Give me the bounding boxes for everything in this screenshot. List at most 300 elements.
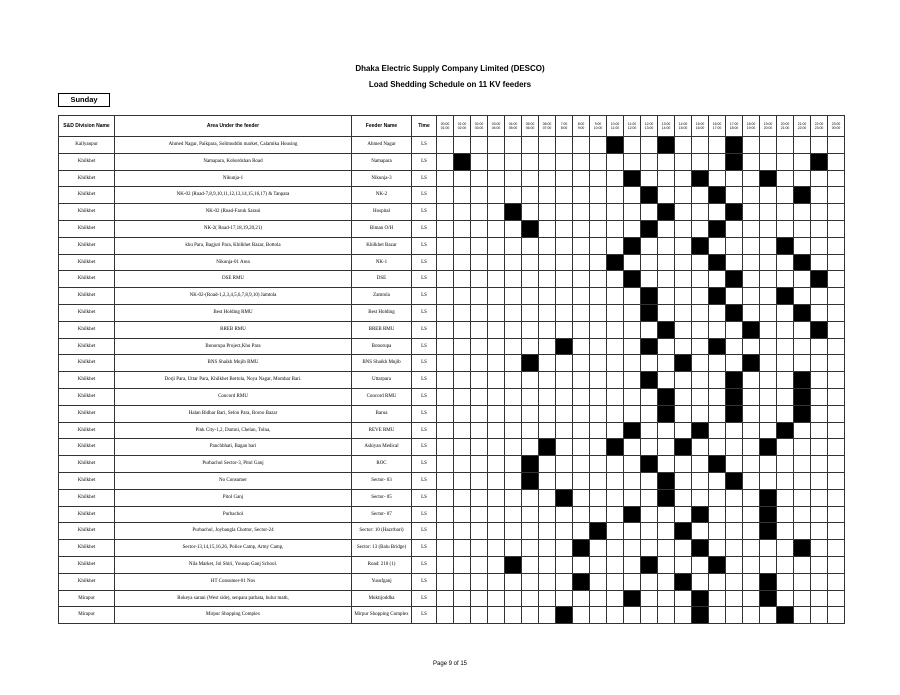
feeder-cell: Ashiyan Medical (352, 439, 412, 456)
empty-slot (692, 355, 709, 372)
shedding-slot (522, 220, 539, 237)
empty-slot (590, 304, 607, 321)
shedding-slot (573, 540, 590, 557)
empty-slot (488, 388, 505, 405)
division-cell: Khilkhet (59, 355, 115, 372)
table-row (59, 153, 845, 170)
empty-slot (828, 355, 845, 372)
shedding-slot (522, 472, 539, 489)
empty-slot (471, 338, 488, 355)
feeder-cell: Namapara (352, 153, 412, 170)
empty-slot (760, 137, 777, 154)
empty-slot (437, 540, 454, 557)
empty-slot (607, 321, 624, 338)
empty-slot (811, 220, 828, 237)
empty-slot (471, 607, 488, 624)
empty-slot (675, 304, 692, 321)
shedding-slot (590, 523, 607, 540)
empty-slot (590, 422, 607, 439)
empty-slot (743, 590, 760, 607)
empty-slot (760, 204, 777, 221)
empty-slot (590, 355, 607, 372)
empty-slot (556, 170, 573, 187)
empty-slot (692, 405, 709, 422)
empty-slot (488, 489, 505, 506)
shedding-slot (556, 489, 573, 506)
empty-slot (590, 439, 607, 456)
feeder-cell: Road: 210 (1) (352, 556, 412, 573)
empty-slot (811, 540, 828, 557)
empty-slot (726, 170, 743, 187)
empty-slot (709, 204, 726, 221)
empty-slot (811, 422, 828, 439)
slot-start: 17:00 (729, 121, 739, 126)
empty-slot (709, 540, 726, 557)
empty-slot (692, 456, 709, 473)
empty-slot (437, 439, 454, 456)
empty-slot (641, 170, 658, 187)
feeder-cell: Zamtola (352, 288, 412, 305)
shedding-slot (794, 372, 811, 389)
empty-slot (794, 607, 811, 624)
time-cell: LS (412, 355, 437, 372)
empty-slot (488, 556, 505, 573)
empty-slot (522, 338, 539, 355)
empty-slot (556, 506, 573, 523)
empty-slot (641, 237, 658, 254)
feeder-cell: Best Holding (352, 304, 412, 321)
empty-slot (522, 556, 539, 573)
empty-slot (556, 288, 573, 305)
empty-slot (777, 590, 794, 607)
empty-slot (811, 170, 828, 187)
empty-slot (726, 439, 743, 456)
shedding-slot (777, 607, 794, 624)
empty-slot (828, 439, 845, 456)
empty-slot (641, 590, 658, 607)
empty-slot (539, 388, 556, 405)
empty-slot (641, 405, 658, 422)
empty-slot (675, 372, 692, 389)
shedding-slot (573, 573, 590, 590)
empty-slot (675, 472, 692, 489)
empty-slot (726, 590, 743, 607)
empty-slot (811, 237, 828, 254)
empty-slot (641, 321, 658, 338)
empty-slot (641, 472, 658, 489)
empty-slot (743, 556, 760, 573)
empty-slot (658, 153, 675, 170)
shedding-slot (641, 288, 658, 305)
empty-slot (743, 237, 760, 254)
table-row (59, 237, 845, 254)
empty-slot (726, 254, 743, 271)
time-cell: LS (412, 422, 437, 439)
shedding-slot (692, 590, 709, 607)
empty-slot (658, 590, 675, 607)
area-cell: Halan Bidhar Bari, Selon Para, Boroo Bazar (115, 405, 352, 422)
empty-slot (811, 607, 828, 624)
empty-slot (760, 388, 777, 405)
table-row (59, 439, 845, 456)
shedding-slot (641, 304, 658, 321)
feeder-cell: Uttarpara (352, 372, 412, 389)
empty-slot (811, 405, 828, 422)
slot-end: 02:00 (457, 126, 467, 130)
empty-slot (743, 137, 760, 154)
empty-slot (471, 271, 488, 288)
empty-slot (573, 304, 590, 321)
empty-slot (556, 304, 573, 321)
empty-slot (505, 573, 522, 590)
empty-slot (811, 456, 828, 473)
time-slot-header (675, 116, 692, 137)
empty-slot (505, 321, 522, 338)
empty-slot (624, 254, 641, 271)
empty-slot (709, 137, 726, 154)
empty-slot (590, 556, 607, 573)
empty-slot (522, 187, 539, 204)
empty-slot (437, 237, 454, 254)
empty-slot (743, 472, 760, 489)
empty-slot (505, 153, 522, 170)
table-row (59, 271, 845, 288)
table-row (59, 607, 845, 624)
time-cell: LS (412, 472, 437, 489)
table-row (59, 204, 845, 221)
empty-slot (828, 607, 845, 624)
empty-slot (556, 187, 573, 204)
time-cell: LS (412, 170, 437, 187)
shedding-slot (709, 254, 726, 271)
table-row (59, 388, 845, 405)
shedding-slot (658, 489, 675, 506)
empty-slot (726, 556, 743, 573)
empty-slot (488, 439, 505, 456)
empty-slot (760, 187, 777, 204)
shedding-slot (794, 405, 811, 422)
empty-slot (709, 304, 726, 321)
slot-start: 12:00 (644, 121, 654, 126)
empty-slot (471, 573, 488, 590)
empty-slot (471, 422, 488, 439)
empty-slot (539, 607, 556, 624)
empty-slot (658, 456, 675, 473)
empty-slot (573, 422, 590, 439)
empty-slot (794, 489, 811, 506)
empty-slot (590, 405, 607, 422)
shedding-slot (760, 506, 777, 523)
empty-slot (794, 355, 811, 372)
time-slot-header (777, 116, 794, 137)
empty-slot (522, 204, 539, 221)
empty-slot (743, 220, 760, 237)
empty-slot (811, 137, 828, 154)
empty-slot (828, 573, 845, 590)
empty-slot (828, 204, 845, 221)
division-cell: Khilkhet (59, 388, 115, 405)
time-cell: LS (412, 607, 437, 624)
empty-slot (624, 338, 641, 355)
empty-slot (454, 439, 471, 456)
empty-slot (573, 338, 590, 355)
empty-slot (590, 187, 607, 204)
empty-slot (607, 456, 624, 473)
empty-slot (573, 405, 590, 422)
empty-slot (556, 271, 573, 288)
slot-start: 7:00 (560, 121, 568, 126)
empty-slot (692, 489, 709, 506)
empty-slot (828, 590, 845, 607)
empty-slot (777, 254, 794, 271)
empty-slot (556, 137, 573, 154)
feeder-cell: Biman O/H (352, 220, 412, 237)
empty-slot (794, 590, 811, 607)
day-label: Sunday (58, 93, 110, 107)
empty-slot (828, 489, 845, 506)
empty-slot (522, 590, 539, 607)
empty-slot (641, 506, 658, 523)
time-cell: LS (412, 456, 437, 473)
feeder-cell: NK-2 (352, 187, 412, 204)
empty-slot (437, 472, 454, 489)
empty-slot (488, 540, 505, 557)
empty-slot (590, 220, 607, 237)
empty-slot (641, 489, 658, 506)
division-cell: Khilkhet (59, 187, 115, 204)
empty-slot (794, 271, 811, 288)
empty-slot (658, 338, 675, 355)
empty-slot (760, 220, 777, 237)
division-cell: Khilkhet (59, 472, 115, 489)
empty-slot (607, 489, 624, 506)
slot-end: 11:00 (610, 126, 620, 130)
empty-slot (828, 187, 845, 204)
empty-slot (556, 456, 573, 473)
feeder-cell: ROC (352, 456, 412, 473)
empty-slot (675, 204, 692, 221)
empty-slot (709, 321, 726, 338)
time-slot-header (828, 116, 845, 137)
empty-slot (760, 321, 777, 338)
load-shedding-table (58, 115, 845, 624)
empty-slot (794, 137, 811, 154)
empty-slot (505, 237, 522, 254)
empty-slot (437, 405, 454, 422)
feeder-cell: Sector- 05 (352, 489, 412, 506)
empty-slot (573, 204, 590, 221)
empty-slot (539, 540, 556, 557)
empty-slot (760, 422, 777, 439)
empty-slot (607, 187, 624, 204)
shedding-slot (641, 338, 658, 355)
empty-slot (590, 237, 607, 254)
shedding-slot (726, 153, 743, 170)
empty-slot (760, 405, 777, 422)
table-row (59, 540, 845, 557)
empty-slot (760, 338, 777, 355)
empty-slot (437, 489, 454, 506)
empty-slot (454, 456, 471, 473)
shedding-slot (726, 271, 743, 288)
empty-slot (726, 187, 743, 204)
empty-slot (590, 607, 607, 624)
shedding-slot (777, 288, 794, 305)
empty-slot (522, 321, 539, 338)
empty-slot (471, 456, 488, 473)
empty-slot (743, 271, 760, 288)
empty-slot (505, 439, 522, 456)
empty-slot (471, 237, 488, 254)
empty-slot (607, 607, 624, 624)
time-cell: LS (412, 271, 437, 288)
empty-slot (454, 187, 471, 204)
area-cell: Sector-13,14,15,16,26, Police Camp, Army Camp, (115, 540, 352, 557)
empty-slot (522, 271, 539, 288)
empty-slot (607, 170, 624, 187)
shedding-slot (624, 422, 641, 439)
time-cell: LS (412, 405, 437, 422)
empty-slot (437, 573, 454, 590)
empty-slot (709, 590, 726, 607)
empty-slot (505, 472, 522, 489)
empty-slot (777, 439, 794, 456)
empty-slot (828, 170, 845, 187)
division-cell: Khilkhet (59, 422, 115, 439)
slot-start: 04:00 (508, 121, 518, 126)
empty-slot (607, 220, 624, 237)
division-cell: Khilkhet (59, 237, 115, 254)
empty-slot (471, 523, 488, 540)
time-cell: LS (412, 220, 437, 237)
empty-slot (437, 388, 454, 405)
empty-slot (777, 523, 794, 540)
empty-slot (641, 271, 658, 288)
empty-slot (590, 573, 607, 590)
empty-slot (760, 472, 777, 489)
empty-slot (556, 573, 573, 590)
empty-slot (454, 288, 471, 305)
empty-slot (726, 422, 743, 439)
empty-slot (760, 271, 777, 288)
empty-slot (624, 321, 641, 338)
empty-slot (556, 422, 573, 439)
time-cell: LS (412, 237, 437, 254)
empty-slot (590, 271, 607, 288)
empty-slot (471, 556, 488, 573)
empty-slot (607, 422, 624, 439)
table-row (59, 506, 845, 523)
empty-slot (471, 355, 488, 372)
empty-slot (539, 321, 556, 338)
empty-slot (811, 372, 828, 389)
time-slot-header (726, 116, 743, 137)
empty-slot (573, 321, 590, 338)
empty-slot (522, 254, 539, 271)
empty-slot (471, 540, 488, 557)
division-cell: Khilkhet (59, 321, 115, 338)
empty-slot (573, 506, 590, 523)
area-cell: Mirpur Shopping Complex (115, 607, 352, 624)
table-row (59, 288, 845, 305)
empty-slot (590, 388, 607, 405)
empty-slot (488, 607, 505, 624)
empty-slot (743, 573, 760, 590)
area-cell: Bonorupa Project,Khu Para (115, 338, 352, 355)
empty-slot (743, 254, 760, 271)
time-cell: LS (412, 288, 437, 305)
shedding-slot (760, 489, 777, 506)
slot-end: 05:00 (508, 126, 518, 130)
time-slot-header (658, 116, 675, 137)
empty-slot (573, 187, 590, 204)
empty-slot (692, 388, 709, 405)
empty-slot (505, 338, 522, 355)
division-cell: Kallyanpur (59, 137, 115, 154)
empty-slot (522, 607, 539, 624)
empty-slot (454, 422, 471, 439)
empty-slot (590, 489, 607, 506)
empty-slot (505, 388, 522, 405)
empty-slot (471, 304, 488, 321)
empty-slot (488, 288, 505, 305)
slot-start: 01:00 (457, 121, 467, 126)
empty-slot (437, 506, 454, 523)
empty-slot (590, 372, 607, 389)
empty-slot (777, 506, 794, 523)
empty-slot (760, 254, 777, 271)
empty-slot (437, 153, 454, 170)
empty-slot (607, 472, 624, 489)
empty-slot (743, 204, 760, 221)
empty-slot (539, 523, 556, 540)
shedding-slot (607, 137, 624, 154)
feeder-cell: NK-1 (352, 254, 412, 271)
empty-slot (828, 388, 845, 405)
empty-slot (828, 523, 845, 540)
empty-slot (811, 187, 828, 204)
empty-slot (488, 237, 505, 254)
empty-slot (556, 204, 573, 221)
empty-slot (488, 137, 505, 154)
empty-slot (709, 237, 726, 254)
area-cell: NK-2( Road-17,18,19,20,21) (115, 220, 352, 237)
empty-slot (794, 338, 811, 355)
empty-slot (675, 237, 692, 254)
time-slot-header (505, 116, 522, 137)
empty-slot (811, 355, 828, 372)
slot-start: 14:00 (678, 121, 688, 126)
empty-slot (760, 304, 777, 321)
empty-slot (624, 556, 641, 573)
empty-slot (743, 489, 760, 506)
empty-slot (692, 153, 709, 170)
empty-slot (811, 254, 828, 271)
time-slot-header (590, 116, 607, 137)
empty-slot (726, 220, 743, 237)
shedding-slot (505, 204, 522, 221)
empty-slot (760, 355, 777, 372)
empty-slot (692, 556, 709, 573)
shedding-slot (692, 607, 709, 624)
empty-slot (760, 288, 777, 305)
empty-slot (590, 472, 607, 489)
empty-slot (624, 607, 641, 624)
empty-slot (641, 153, 658, 170)
time-cell: LS (412, 304, 437, 321)
empty-slot (607, 338, 624, 355)
shedding-slot (692, 170, 709, 187)
